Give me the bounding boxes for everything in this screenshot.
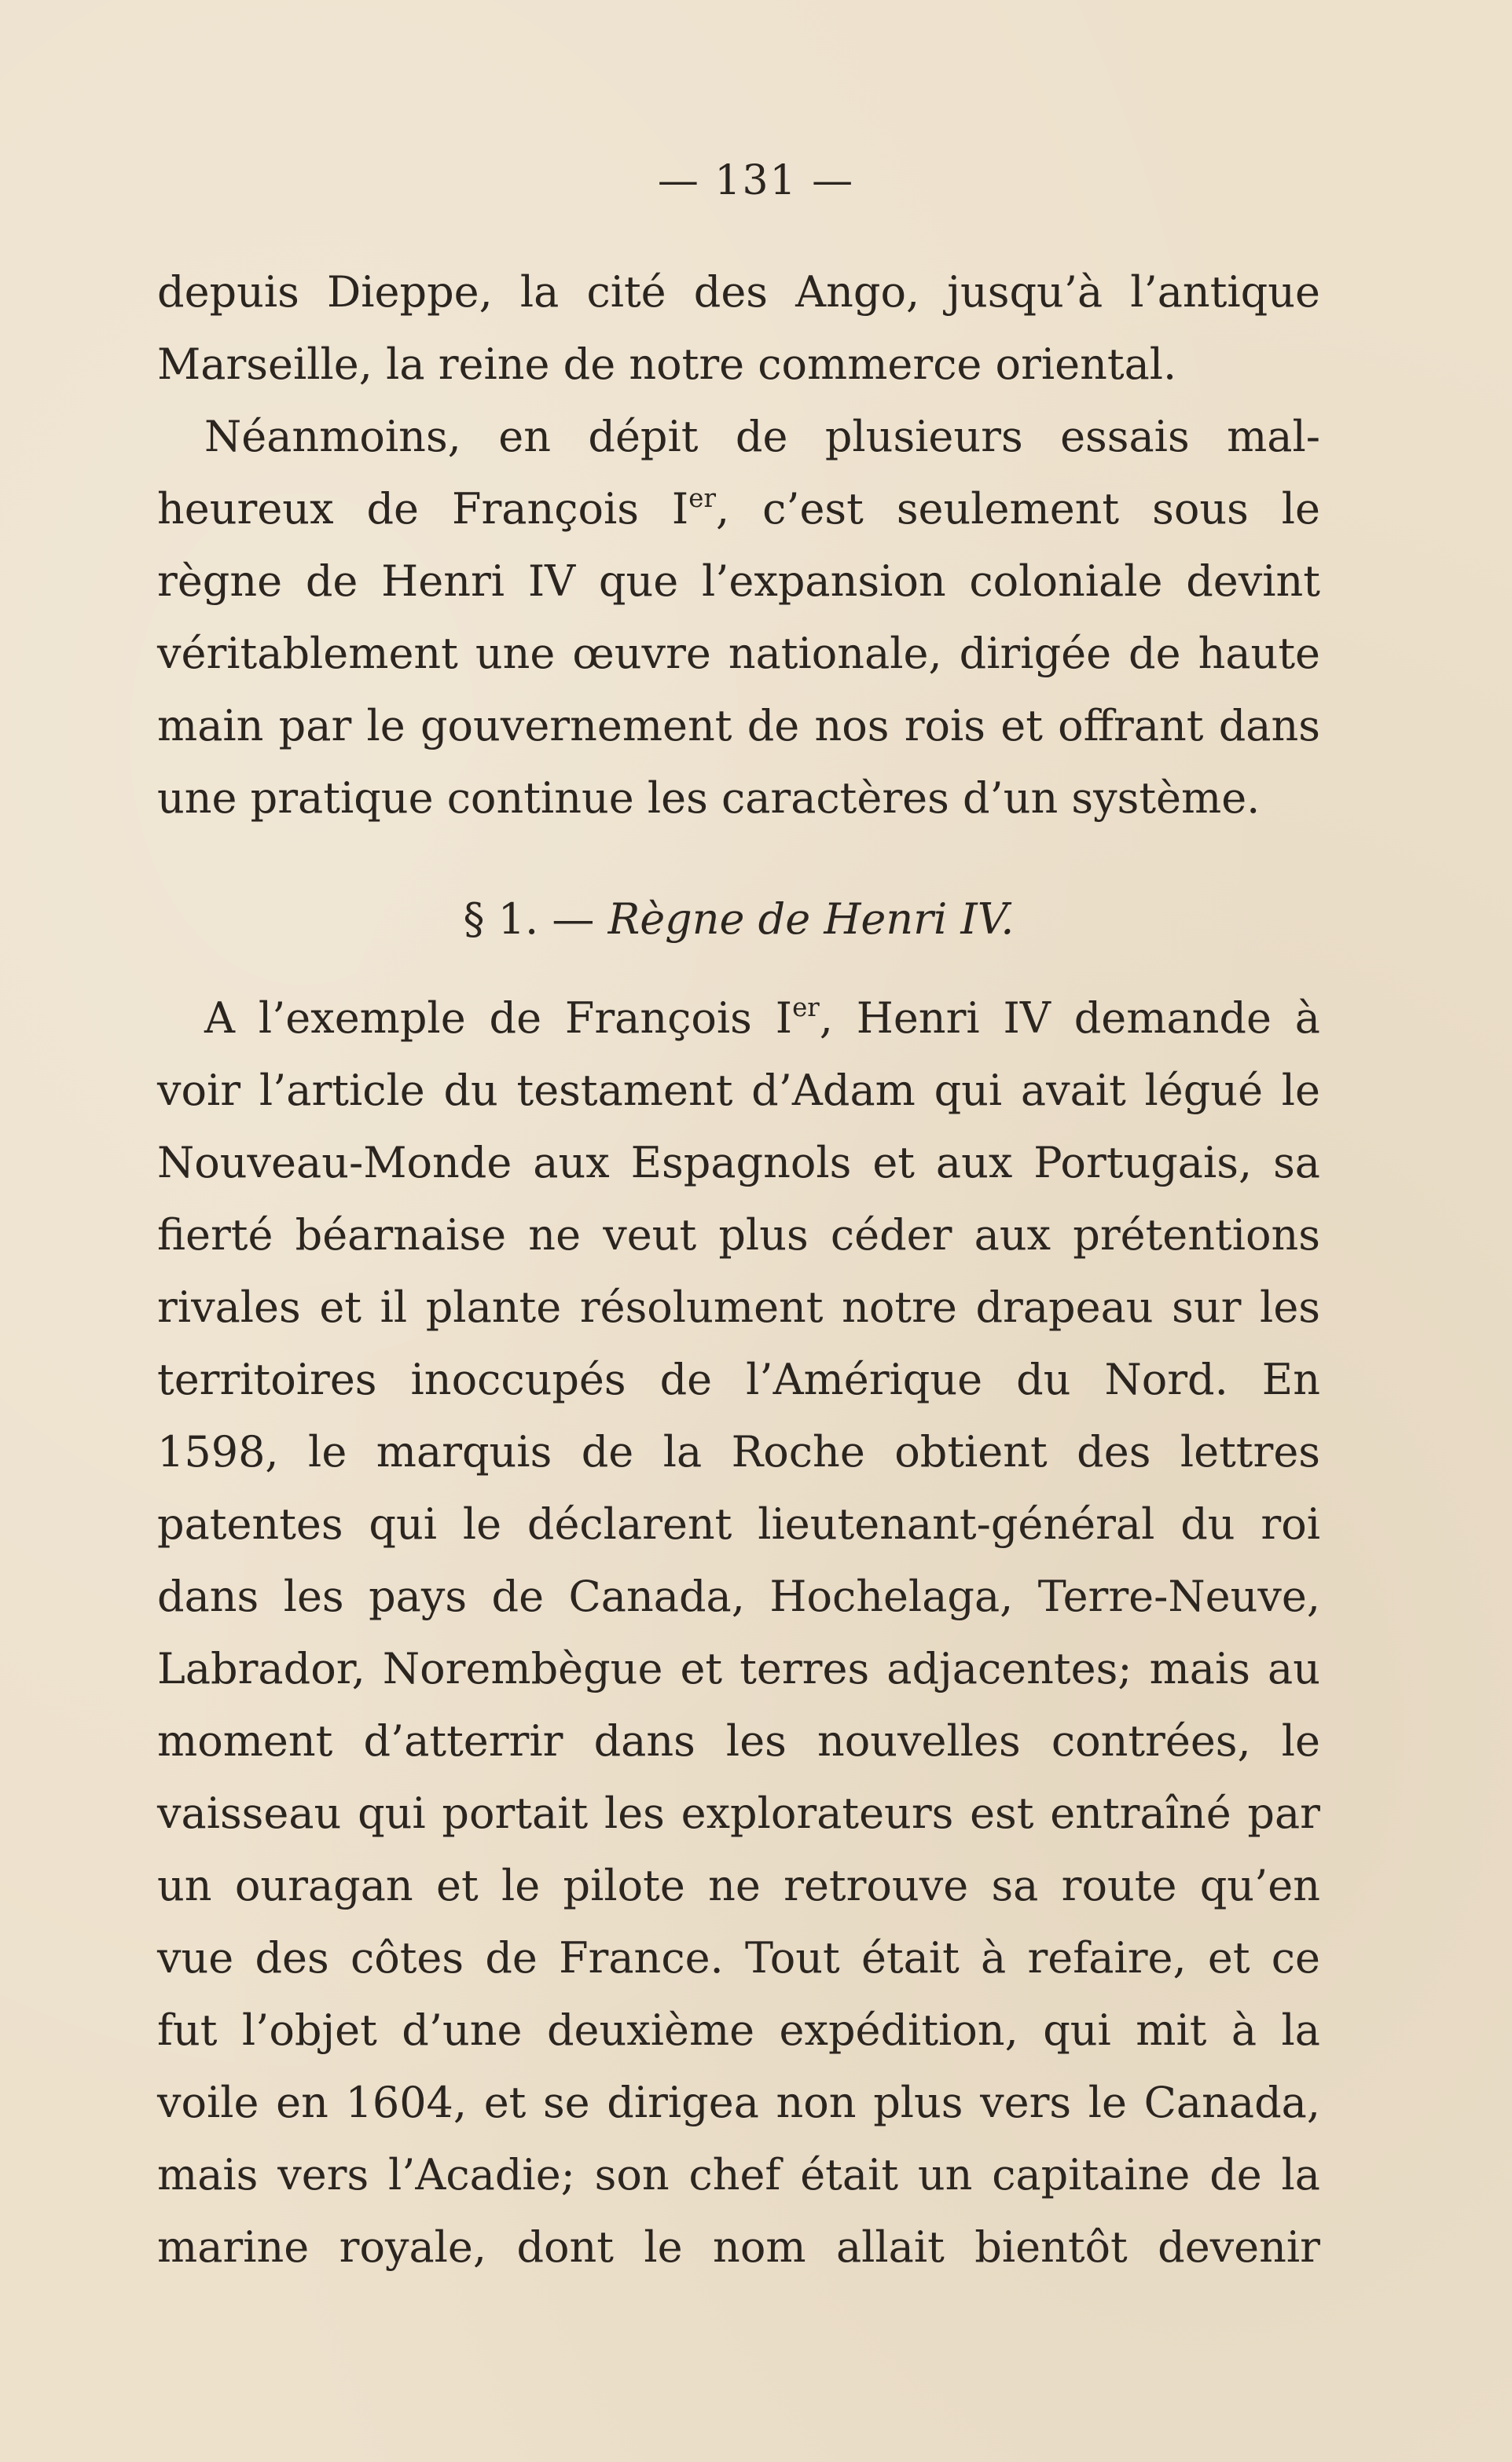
text-fragment: , Henri IV demande à [819, 993, 1320, 1043]
text-line: Marseille, la reine de notre commerce oriental. [157, 339, 1177, 389]
text-line: Labrador, Norembègue et terres adjacentes; mais au [157, 1644, 1320, 1693]
text-line: rivales et il plante résolument notre drapeau sur les [157, 1282, 1320, 1332]
text-fragment: A l’exemple de François I [204, 993, 793, 1043]
superscript: er [688, 482, 716, 513]
text-line: mais vers l’Acadie; son chef était un capitaine de la [157, 2150, 1320, 2200]
text-line: dans les pays de Canada, Hochelaga, Terre-Neuve, [157, 1572, 1320, 1621]
text-line: patentes qui le déclarent lieutenant-général du roi [157, 1499, 1320, 1549]
text-line: Néanmoins, en dépit de plusieurs essais mal- [204, 412, 1320, 461]
text-line: vaisseau qui portait les explorateurs est entraîné par [157, 1789, 1320, 1838]
text-line: un ouragan et le pilote ne retrouve sa route qu’en [157, 1861, 1320, 1910]
text-line: depuis Dieppe, la cité des Ango, jusqu’à l’antique [157, 267, 1320, 317]
text-line: main par le gouvernement de nos rois et offrant dans [157, 701, 1320, 750]
section-heading [157, 883, 1320, 956]
superscript: er [792, 992, 820, 1022]
text-line: une pratique continue les caractères d’un système. [157, 773, 1261, 823]
text-line: Nouveau-Monde aux Espagnols et aux Portugais, sa [157, 1138, 1320, 1187]
text-line: territoires inoccupés de l’Amérique du Nord. En [157, 1355, 1320, 1404]
text-line: 1598, le marquis de la Roche obtient des lettres [157, 1427, 1320, 1477]
text-fragment: , c’est seulement sous le [715, 484, 1321, 534]
page-number: — 131 — [657, 157, 855, 204]
text-line [157, 982, 1320, 1055]
section-number: § 1. — [463, 894, 595, 944]
text-line: voir l’article du testament d’Adam qui avait légué le [157, 1066, 1320, 1115]
text-line: voile en 1604, et se dirigea non plus vers le Canada, [157, 2078, 1320, 2127]
text-line: fut l’objet d’une deuxième expédition, qui mit à la [157, 2005, 1320, 2055]
text-line: moment d’atterrir dans les nouvelles contrées, le [157, 1716, 1320, 1766]
section-title: Règne de Henri IV. [607, 894, 1015, 944]
text-line: véritablement une œuvre nationale, dirigée de haute [157, 629, 1320, 678]
text-line: marine royale, dont le nom allait bientôt devenir [157, 2222, 1320, 2272]
text-fragment: heureux de François I [157, 484, 689, 534]
text-line: fierté béarnaise ne veut plus céder aux prétentions [157, 1210, 1320, 1260]
text-line: vue des côtes de France. Tout était à refaire, et ce [157, 1933, 1320, 1983]
text-line [157, 473, 1320, 545]
text-line: règne de Henri IV que l’expansion coloniale devint [157, 556, 1320, 606]
